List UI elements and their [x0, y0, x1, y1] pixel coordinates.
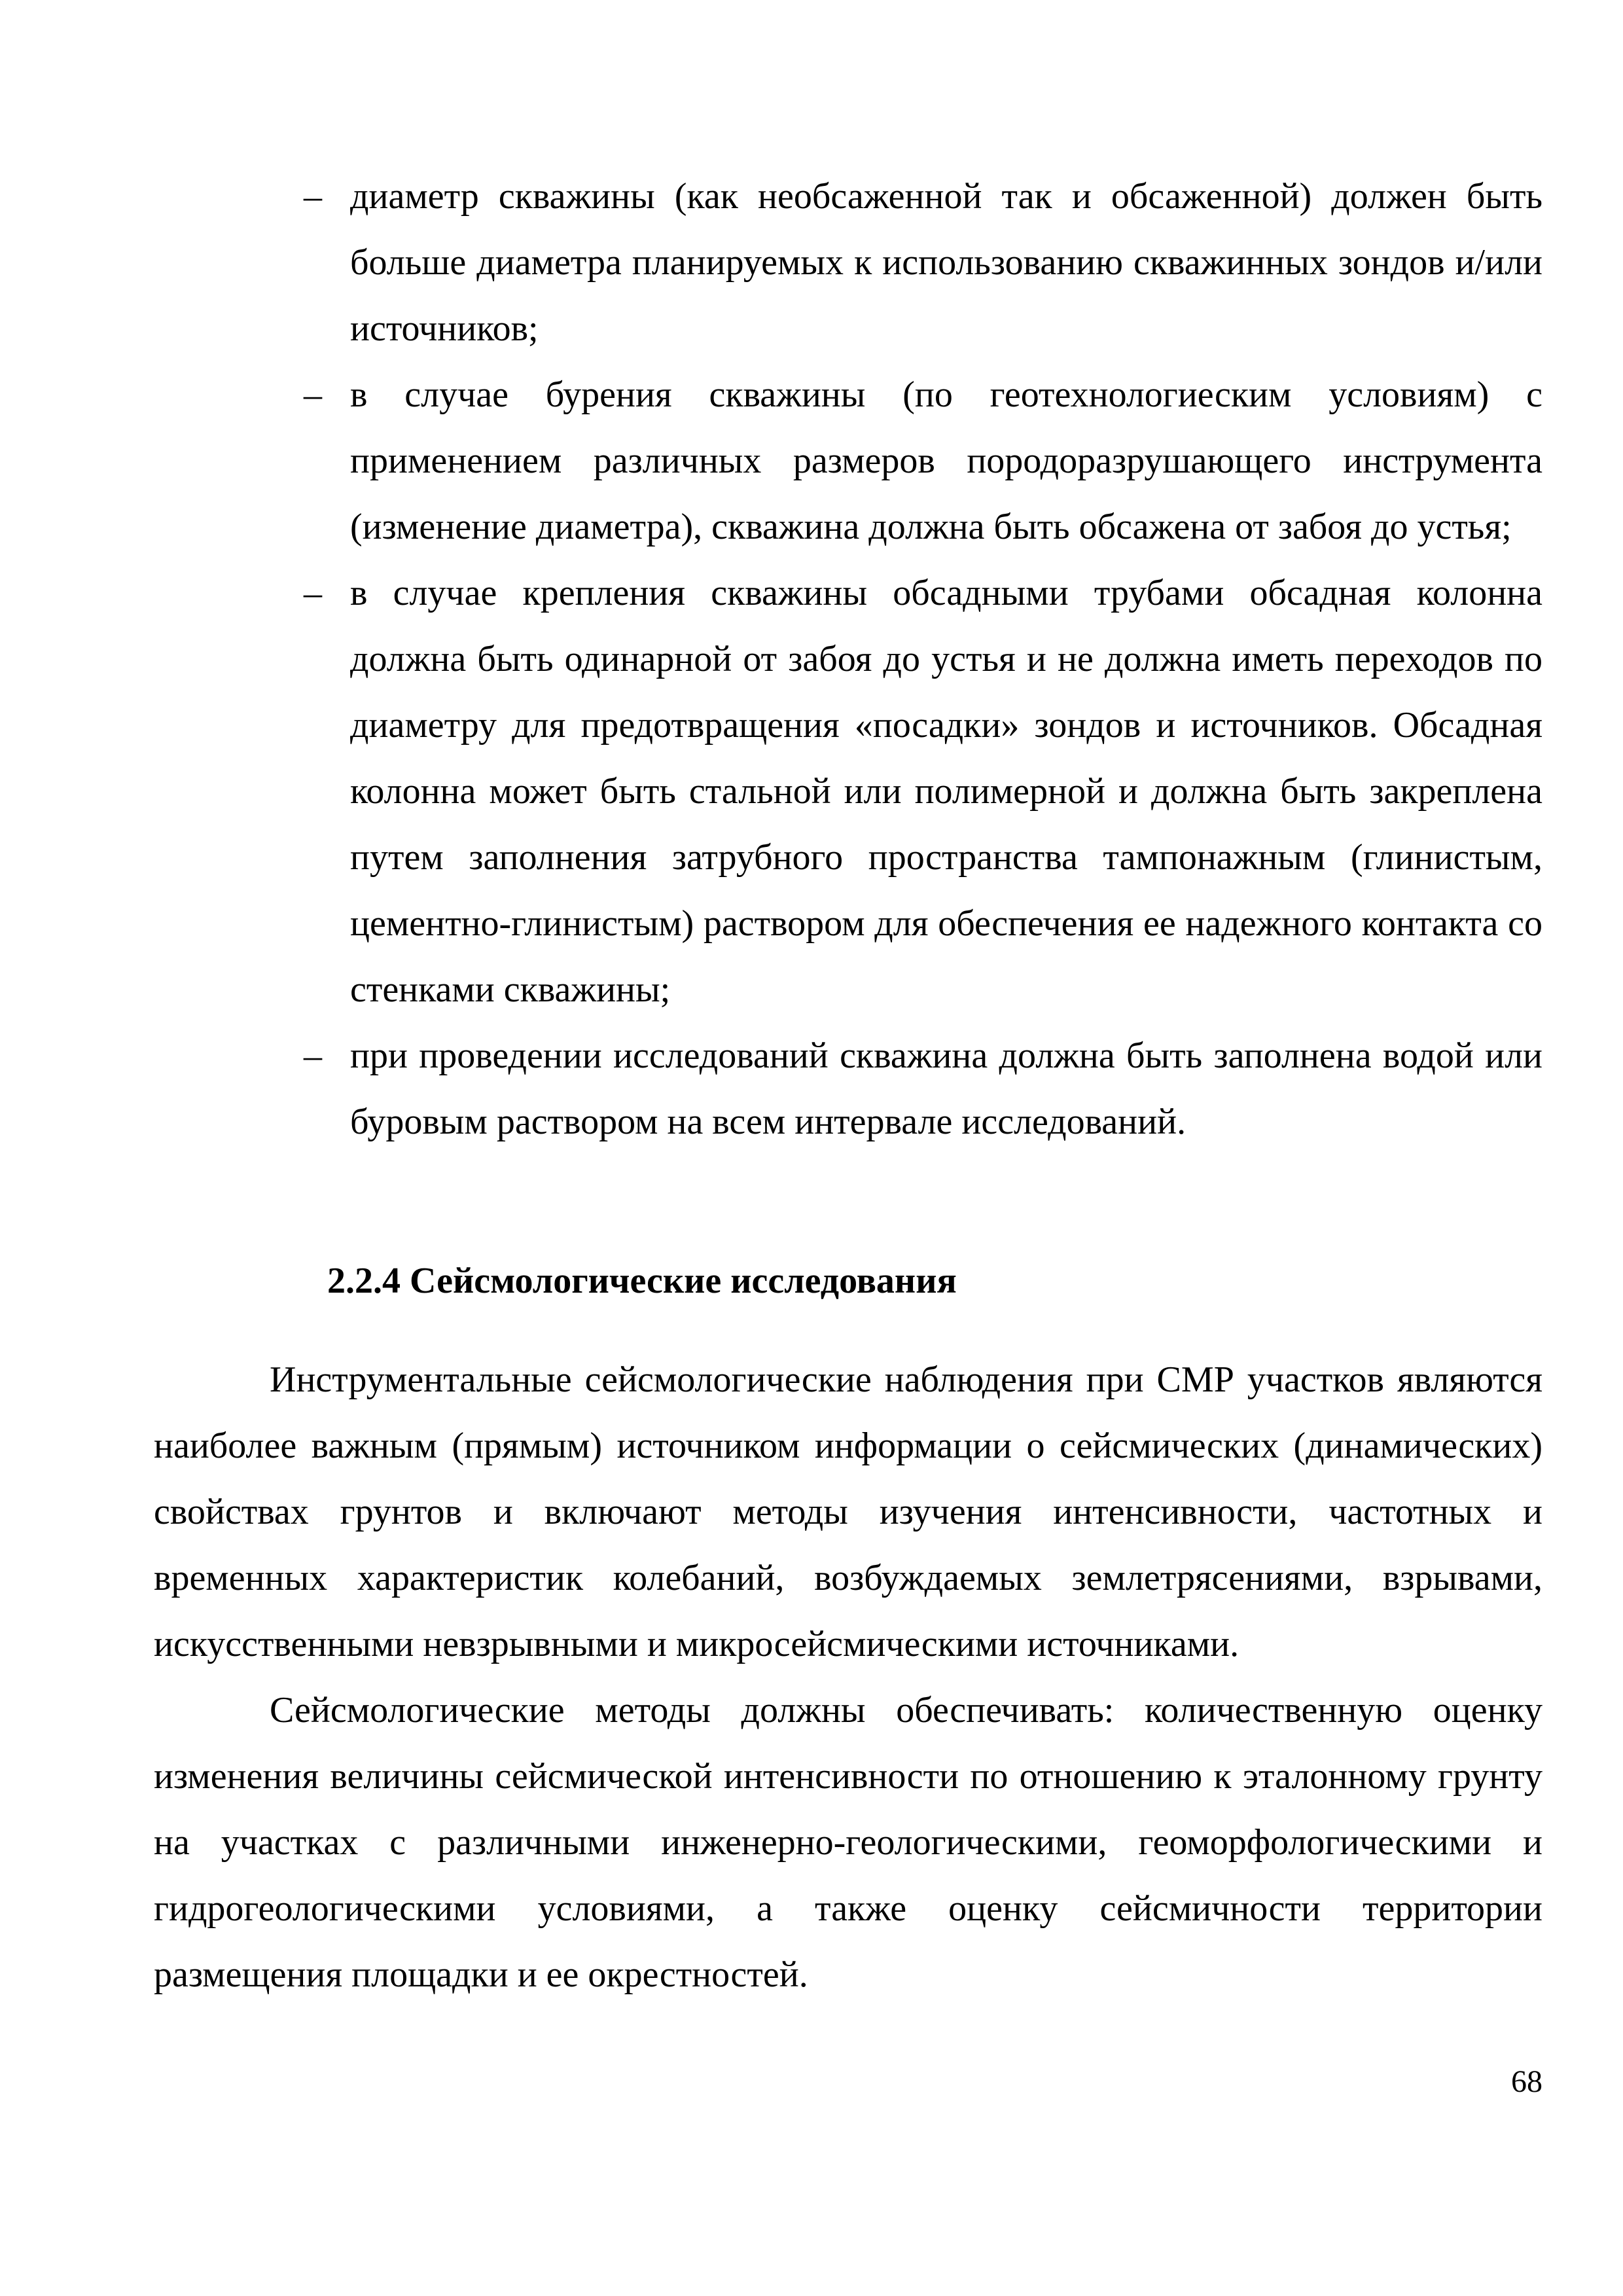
body-paragraph: Сейсмологические методы должны обеспечивать: количественную оценку изменения величины сейсмической интенсивности по отношению к эталонному грунту на участках с различными инженерно-геологическими, геоморфологическими и гидрогеологическими условиями, а также оценку сейсмичности территории размещения площадки и ее окрестностей.	[154, 1690, 1543, 1995]
list-marker: –	[304, 573, 322, 613]
page-number: 68	[1511, 2064, 1543, 2099]
body-paragraph: Инструментальные сейсмологические наблюдения при СМР участков являются наиболее важным (прямым) источником информации о сейсмических (динамических) свойствах грунтов и включают методы изучения интенсивности, частотных и временных характеристик колебаний, возбуждаемых землетрясениями, взрывами, искусственными невзрывными и микросейсмическими источниками.	[154, 1359, 1543, 1664]
list-marker: –	[304, 1035, 322, 1076]
list-item-text: в случае бурения скважины (по геотехнологиеским условиям) с применением различных размеров породоразрушающего инструмента (изменение диаметра), скважина должна быть обсажена от забоя до устья;	[350, 374, 1543, 547]
section-heading: 2.2.4 Сейсмологические исследования	[327, 1261, 957, 1301]
list-item-text: диаметр скважины (как необсаженной так и обсаженной) должен быть больше диаметра планируемых к использованию скважинных зондов и/или источников;	[350, 176, 1543, 349]
list-item	[304, 164, 1543, 362]
requirements-list	[304, 164, 1543, 1155]
list-item	[304, 362, 1543, 560]
list-marker: –	[304, 374, 322, 415]
section-body	[154, 1347, 1543, 2008]
list-item-text: при проведении исследований скважина должна быть заполнена водой или буровым раствором на всем интервале исследований.	[350, 1035, 1543, 1142]
list-item	[304, 560, 1543, 1023]
list-marker: –	[304, 176, 322, 217]
list-item-text: в случае крепления скважины обсадными трубами обсадная колонна должна быть одинарной от забоя до устья и не должна иметь переходов по диаметру для предотвращения «посадки» зондов и источников. Обсадная колонна может быть стальной или полимерной и должна быть закреплена путем заполнения затрубного пространства тампонажным (глинистым, цементно-глинистым) раствором для обеспечения ее надежного контакта со стенками скважины;	[350, 573, 1543, 1010]
list-item	[304, 1023, 1543, 1155]
